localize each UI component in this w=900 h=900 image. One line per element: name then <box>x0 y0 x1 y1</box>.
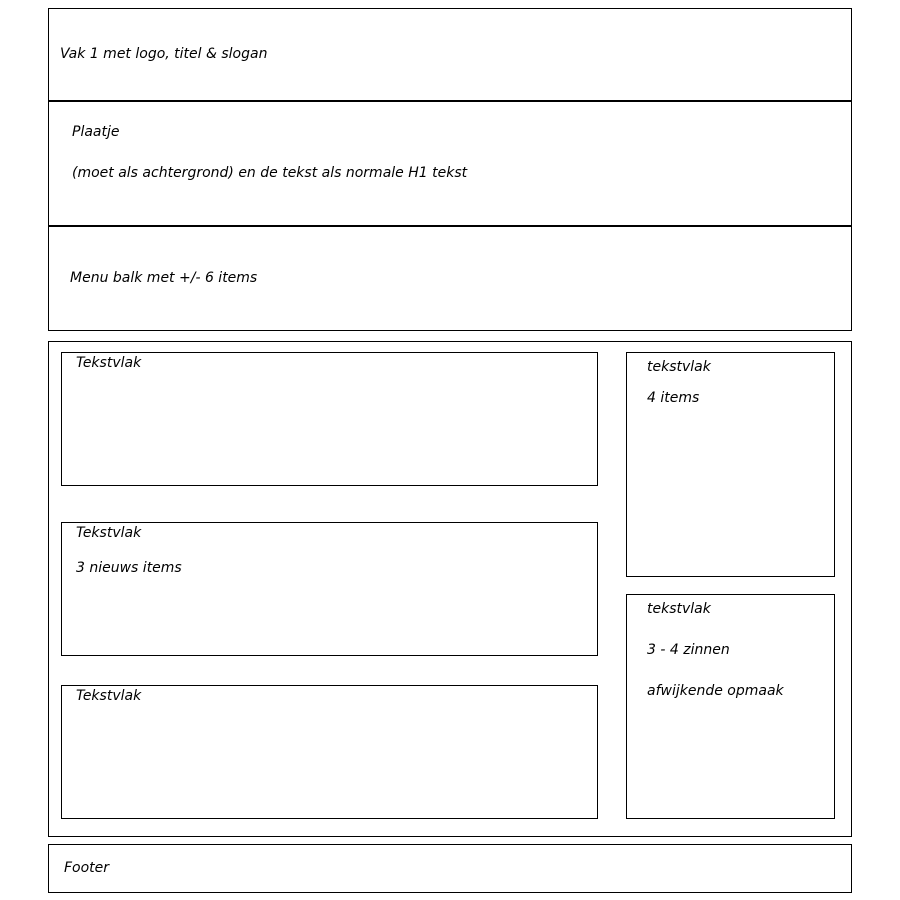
image-section-note: (moet als achtergrond) en de tekst als normale H1 tekst <box>72 165 468 181</box>
right-text-panel-1-line-1: 4 items <box>647 390 700 406</box>
left-text-panel-1 <box>61 352 598 486</box>
left-text-panel-2-body: 3 nieuws items <box>76 560 182 576</box>
left-text-panel-3-title: Tekstvlak <box>76 688 142 704</box>
right-text-panel-1-title: tekstvlak <box>647 359 711 375</box>
header-divider-2 <box>48 225 852 227</box>
image-section-title: Plaatje <box>72 124 120 140</box>
right-text-panel-2-line-1: 3 - 4 zinnen <box>647 642 730 658</box>
menu-bar-label: Menu balk met +/- 6 items <box>70 270 258 286</box>
right-text-panel-2-line-2: afwijkende opmaak <box>647 683 784 699</box>
left-text-panel-2-title: Tekstvlak <box>76 525 142 541</box>
header-divider-1 <box>48 100 852 102</box>
left-text-panel-2 <box>61 522 598 656</box>
right-text-panel-2 <box>626 594 835 819</box>
footer-label: Footer <box>64 860 110 876</box>
footer-frame <box>48 844 852 893</box>
logo-title-slogan-label: Vak 1 met logo, titel & slogan <box>60 46 268 62</box>
right-text-panel-2-title: tekstvlak <box>647 601 711 617</box>
left-text-panel-1-title: Tekstvlak <box>76 355 142 371</box>
left-text-panel-3 <box>61 685 598 819</box>
right-text-panel-1 <box>626 352 835 577</box>
